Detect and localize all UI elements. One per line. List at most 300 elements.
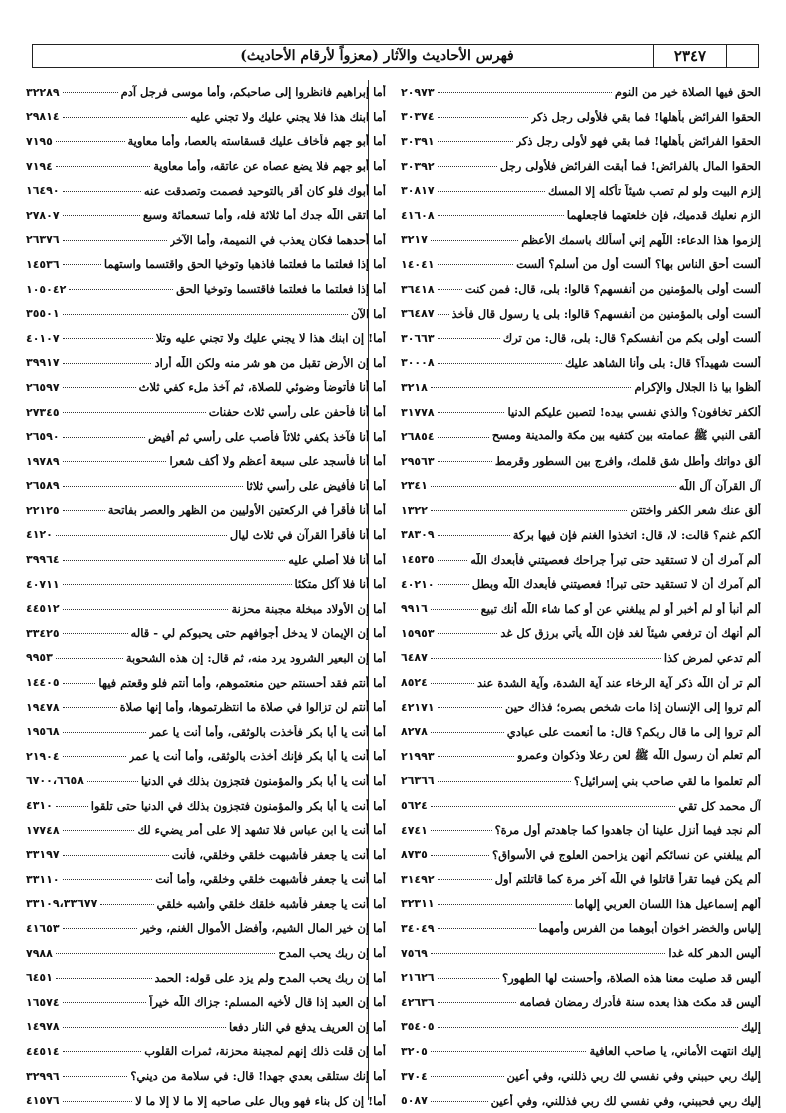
index-entry (401, 572, 761, 597)
entry-text: أما الآن (350, 306, 386, 321)
entry-number: ٤٠٧١١ (26, 577, 60, 591)
leader-dots (438, 436, 489, 438)
index-entry (401, 80, 761, 105)
page-title: فهرس الأحاديث والآثار (معزواً لأرقام الأحاديث) (240, 48, 514, 64)
entry-number: ٣٣١٩٧ (26, 848, 60, 862)
entry-text: أما إن قلت ذلك إنهم لمجبنة محزنة، ثمرات القلوب (144, 1044, 386, 1059)
entry-number: ١٧٧٤٨ (26, 823, 60, 837)
entry-number: ٤١٢٠ (26, 528, 53, 542)
index-entry (401, 523, 761, 548)
entry-text: أما أحدهما فكان يعذب في النميمة، وأما الآخر (169, 232, 386, 247)
leader-dots (438, 288, 462, 290)
leader-dots (63, 460, 167, 462)
entry-number: ٦٤٥١ (26, 971, 53, 985)
entry-number: ٧١٩٤ (26, 159, 53, 173)
entry-text: ألم آمرك أن لا تستقيد حتى تبرأ! فعصيتني فأبعدك اللّٰه وبطل (471, 577, 761, 592)
leader-dots (56, 140, 125, 142)
entry-text: أما أنا فآخذ بكفي ثلاثاً فأصب على رأسي ثم أفيض (147, 429, 386, 444)
leader-dots (56, 805, 88, 807)
index-entry (401, 129, 761, 154)
entry-number: ٣٢٢٨٩ (26, 85, 60, 99)
leader-dots (63, 1026, 226, 1028)
entry-number: ٢١٩٩٣ (401, 749, 435, 763)
leader-dots (63, 116, 188, 118)
entry-text: أما أبو جهم فلا يضع عصاه عن عاتقه، وأما معاوية (153, 159, 386, 174)
index-entry (401, 178, 761, 203)
leader-dots (438, 1001, 517, 1003)
index-entry (26, 547, 386, 572)
entry-number: ١٦٥٧٤ (26, 995, 60, 1009)
entry-text: أما ابنك هذا فلا يجني عليك ولا تجني عليه (190, 109, 386, 124)
entry-text: ألست أحق الناس بها؟ ألست أول من أسلم؟ ألست (516, 257, 761, 272)
entry-number: ٣٢٠٥ (401, 1044, 428, 1058)
index-entry (26, 892, 386, 917)
index-entry (401, 867, 761, 892)
index-entry (26, 916, 386, 941)
entry-number: ٢٦٥٩٧ (26, 380, 60, 394)
index-entry (401, 965, 761, 990)
index-entry (401, 941, 761, 966)
entry-number: ٤٠٢١٠ (401, 577, 435, 591)
index-entry (401, 793, 761, 818)
entry-number: ٣٠٦٦٣ (401, 331, 435, 345)
index-entry (401, 670, 761, 695)
index-entry (26, 695, 386, 720)
leader-dots (63, 1050, 142, 1052)
entry-text: إليك انتهت الأماني، يا صاحب العافية (589, 1044, 761, 1059)
leader-dots (63, 1100, 132, 1102)
entry-text: أما أنا فأسجد على سبعة أعظم ولا أكف شعرا (169, 454, 386, 469)
entry-number: ٣٢٩٩٦ (26, 1069, 60, 1083)
left-column (26, 80, 386, 1113)
entry-text: ألم تعلموا ما لقي صاحب بني إسرائيل؟ (573, 773, 761, 788)
leader-dots (431, 485, 676, 487)
entry-text: أما أنت يا أبا بكر فإنك أخذت بالوثقى، وأما أنت يا عمر (128, 749, 386, 764)
leader-dots (63, 829, 135, 831)
index-entry (401, 301, 761, 326)
entry-number: ٤١٦٥٣ (26, 921, 60, 935)
entry-number: ٣٢١٧ (401, 233, 428, 247)
entry-text: الحقوا الفرائض بأهلها! فما بقي فلأولى رجل ذكر (530, 109, 761, 124)
entry-number: ١٦٤٩٠ (26, 184, 60, 198)
entry-number: ١٤٩٧٨ (26, 1020, 60, 1034)
entry-text: ألق دواتك وأطل شق قلمك، وافرج بين السطور وقرمط (494, 454, 761, 469)
leader-dots (438, 140, 513, 142)
entry-text: آل القرآن آل اللّٰه (678, 478, 761, 493)
index-entry (26, 818, 386, 843)
leader-dots (438, 903, 572, 905)
entry-text: ألهم إسماعيل هذا اللسان العربي إلهاما (574, 896, 761, 911)
entry-number: ١٩٤٧٨ (26, 700, 60, 714)
index-entry (401, 695, 761, 720)
leader-dots (63, 362, 152, 364)
index-entry (401, 154, 761, 179)
entry-text: إليك (741, 1019, 761, 1034)
index-entry (26, 154, 386, 179)
index-entry (26, 646, 386, 671)
index-entry (401, 1088, 761, 1113)
index-entry (26, 252, 386, 277)
entry-number: ٢٧٨٠٧ (26, 208, 60, 222)
leader-dots (438, 411, 505, 413)
entry-number: ٤٢٦٣٦ (401, 995, 435, 1009)
page-header (32, 44, 759, 68)
entry-number: ٦٧٠٠،٦٦٥٨ (26, 774, 84, 788)
entry-number: ٢٣٤١ (401, 479, 428, 493)
entry-text: أما إن خير المال الشيم، وأفضل الأموال الغنم، وخير (139, 921, 386, 936)
entry-text: ألم يكن فيما تقرأ قاتلوا في اللّٰه آخر مرة كما قاتلتم أول (494, 872, 761, 887)
leader-dots (431, 854, 489, 856)
leader-dots (63, 682, 96, 684)
leader-dots (69, 288, 173, 290)
index-entry (26, 965, 386, 990)
index-entry (26, 621, 386, 646)
entry-number: ٤٤٥١٢ (26, 602, 60, 616)
entry-text: أما إذا فعلتما ما فعلتما فاذهبا وتوخيا الحق واقتسما واستهما (103, 257, 386, 272)
index-entry (401, 474, 761, 499)
entry-text: ألست أولى بالمؤمنين من أنفسهم؟ قالوا: بلى يا رسول قال فأخذ (451, 306, 761, 321)
index-entry (401, 351, 761, 376)
index-entry (401, 252, 761, 277)
entry-text: ألم تر أن اللّٰه ذكر آية الرخاء عند آية الشدة، وآية الشدة عند (477, 675, 761, 690)
index-entry (401, 621, 761, 646)
entry-number: ٣٥٥٠١ (26, 307, 60, 321)
leader-dots (431, 682, 474, 684)
index-entry (26, 203, 386, 228)
leader-dots (438, 337, 500, 339)
entry-number: ٣٠٣٩٢ (401, 159, 435, 173)
index-entry (401, 326, 761, 351)
leader-dots (63, 190, 141, 192)
entry-number: ٢٠٩٧٣ (401, 85, 435, 99)
entry-number: ٥٦٢٤ (401, 799, 428, 813)
index-entry (401, 547, 761, 572)
entry-number: ٣٧٠٤ (401, 1069, 428, 1083)
index-entry (26, 842, 386, 867)
leader-dots (438, 362, 562, 364)
leader-dots (431, 805, 676, 807)
index-entry (26, 80, 386, 105)
entry-number: ٢٢١٢٥ (26, 503, 60, 517)
entry-text: ألم أنبأ أو لم أخبر أو لم يبلغني عن أو كما شاء اللّٰه أنك تبيع (480, 601, 761, 616)
index-entry (401, 1015, 761, 1040)
leader-dots (438, 1026, 739, 1028)
leader-dots (438, 116, 528, 118)
index-entry (26, 474, 386, 499)
entry-number: ٢١٦٢٦ (401, 971, 435, 985)
leader-dots (63, 214, 140, 216)
index-entry (26, 572, 386, 597)
entry-number: ٣٣١١٠ (26, 872, 60, 886)
entry-number: ٢٦٣٧٦ (26, 233, 60, 247)
index-entry (401, 449, 761, 474)
entry-number: ٤٣١٠ (26, 799, 53, 813)
entry-text: إلزموا هذا الدعاء: اللّهم إني أسألك باسمك الأعظم (521, 232, 761, 247)
entry-number: ٢٧٣٤٥ (26, 405, 60, 419)
leader-dots (63, 731, 146, 733)
entry-number: ٣٩٩١٧ (26, 356, 60, 370)
entry-number: ١٤٥٣٥ (401, 553, 435, 567)
leader-dots (438, 632, 498, 634)
entry-number: ٥٠٨٧ (401, 1094, 428, 1108)
entry-text: أما أنا فأتوضأ وضوئي للصلاة، ثم آخذ ملء كفي ثلاث (138, 380, 386, 395)
entry-number: ٣٦٤٨٧ (401, 307, 435, 321)
entry-number: ٢٩٨١٤ (26, 110, 60, 124)
entry-text: أليس قد مكث هذا بعده سنة فأدرك رمضان فصامه (519, 995, 761, 1010)
leader-dots (63, 386, 136, 388)
leader-dots (431, 657, 661, 659)
entry-number: ١٤٠٤١ (401, 257, 435, 271)
entry-number: ٣٠٣٧٤ (401, 110, 435, 124)
leader-dots (431, 731, 504, 733)
entry-text: ألكفر تخافون؟ والذي نفسي بيده! لتصبن عليكم الدنيا (507, 405, 761, 420)
entry-number: ٣٥٤٠٥ (401, 1020, 435, 1034)
entry-number: ٣٣٤٢٥ (26, 626, 60, 640)
leader-dots (438, 190, 545, 192)
entry-number: ١٤٥٣٦ (26, 257, 60, 271)
entry-text: الحقوا الفرائض بأهلها! فما بقي فهو لأولى رجل ذكر (515, 134, 761, 149)
leader-dots (63, 755, 126, 757)
leader-dots (438, 534, 510, 536)
entry-number: ٢١٩٠٤ (26, 749, 60, 763)
leader-dots (63, 313, 348, 315)
entry-number: ٧٩٨٨ (26, 946, 53, 960)
entry-number: ٩٩١٦ (401, 602, 428, 616)
entry-text: أما إن ربك يحب المدح ولم يزد على قوله: الحمد (154, 970, 386, 985)
index-entry (401, 916, 761, 941)
index-entry (26, 867, 386, 892)
entry-number: ١٥٩٥٣ (401, 626, 435, 640)
entry-number: ٧٥٦٩ (401, 946, 428, 960)
index-entry (26, 129, 386, 154)
leader-dots (63, 706, 117, 708)
index-entry (26, 670, 386, 695)
entry-text: أما إبراهيم فانظروا إلى صاحبكم، وأما موسى فرجل آدم (120, 85, 386, 100)
leader-dots (438, 706, 502, 708)
entry-number: ١٣٢٢ (401, 503, 428, 517)
index-entry (26, 301, 386, 326)
entry-text: ألم تدعي لمرض كذا (663, 650, 761, 665)
leader-dots (63, 854, 169, 856)
leader-dots (63, 878, 153, 880)
leader-dots (63, 509, 105, 511)
entry-text: آل محمد كل تقي (678, 798, 761, 813)
entry-text: أليس قد صليت معنا هذه الصلاة، وأحسنت لها الطهور؟ (501, 970, 761, 985)
entry-text: أليس الدهر كله غدا (668, 946, 761, 961)
index-entry (26, 719, 386, 744)
leader-dots (431, 608, 478, 610)
index-entry (26, 941, 386, 966)
entry-number: ٧١٩٥ (26, 134, 53, 148)
leader-dots (438, 165, 497, 167)
entry-number: ٣٠٣٩١ (401, 134, 435, 148)
entry-text: إليك ربي حببني وفي نفسي لك ربي ذللني، وفي أعين (506, 1069, 761, 1084)
index-entry (401, 744, 761, 769)
entry-text: أما أبوك فلو كان أقر بالتوحيد فصمت وتصدقت عنه (143, 183, 386, 198)
index-entry (26, 744, 386, 769)
entry-number: ٤١٦٠٨ (401, 208, 435, 222)
leader-dots (438, 460, 492, 462)
index-entry (26, 228, 386, 253)
index-entry (26, 1015, 386, 1040)
entry-number: ٣١٤٩٢ (401, 872, 435, 886)
leader-dots (63, 411, 206, 413)
leader-dots (63, 91, 118, 93)
index-entry (26, 449, 386, 474)
leader-dots (56, 977, 152, 979)
entry-text: أما أنت يا أبا بكر والمؤمنون فتجزون بذلك في الدنيا حتى تلقوا (90, 798, 386, 813)
index-entry (26, 326, 386, 351)
entry-number: ٣٨٣٠٩ (401, 528, 435, 542)
leader-dots (63, 1001, 147, 1003)
leader-dots (63, 239, 167, 241)
entry-number: ٣٣١٠٩،٣٣٦٧٧ (26, 897, 98, 911)
index-entry (401, 400, 761, 425)
entry-text: أما أنت يا جعفر فأشبهت خلقي وخلقي، فأنت (171, 847, 386, 862)
entry-number: ٣٤٠٤٩ (401, 921, 435, 935)
entry-text: ألم تعلم أن رسول اللّٰه ﷺ لعن رعلا وذكوان وعمرو (516, 747, 761, 762)
entry-text: أما أنتم فقد أحسنتم حين منعتموهم، وأما أنتم فلو وقعتم فيها (98, 675, 386, 690)
index-entry (26, 277, 386, 302)
index-entry (26, 523, 386, 548)
entry-number: ٤٧٤١ (401, 823, 428, 837)
leader-dots (63, 583, 292, 585)
leader-dots (431, 239, 518, 241)
index-entry (401, 1064, 761, 1089)
entry-text: أما إن الأولاد مبخلة مجبنة محزنة (231, 601, 386, 616)
index-entry (401, 277, 761, 302)
entry-text: ألم آمرك أن لا تستقيد حتى تبرأ جراحك فعصيتني فأبعدك اللّٰه (470, 552, 761, 567)
index-entry (26, 1039, 386, 1064)
entry-text: أما أنتم لن تزالوا في صلاة ما انتظرتموها، وأما إنها صلاة (119, 700, 386, 715)
index-entry (401, 424, 761, 449)
entry-text: أما أنت يا ابن عباس فلا تشهد إلا على أمر يضيء لك (137, 823, 386, 838)
entry-text: أما إن ربك يحب المدح (278, 946, 386, 961)
index-entry (26, 178, 386, 203)
index-entry (26, 793, 386, 818)
entry-number: ١٠٥٠٤٢ (26, 282, 67, 296)
index-entry (401, 646, 761, 671)
entry-text: أما أنا فلا آكل متكئا (294, 577, 386, 592)
entry-text: ألكم غنم؟ قالت: لا، قال: اتخذوا الغنم فإن فيها بركة (512, 527, 761, 542)
leader-dots (438, 91, 612, 93)
entry-number: ٨٥٢٤ (401, 676, 428, 690)
entry-text: الحقوا المال بالفرائض! فما أبقت الفرائض فلأولى رجل (499, 159, 761, 174)
entry-number: ٣٠٨١٧ (401, 184, 435, 198)
right-column (401, 80, 761, 1113)
entry-text: أما إن العريف يدفع في النار دفعا (228, 1019, 386, 1034)
leader-dots (431, 386, 632, 388)
entry-text: ألقى النبي ﷺ عمامته بين كتفيه بين مكة والمدينة ومسح (491, 428, 761, 443)
leader-dots (438, 263, 514, 265)
index-entry (26, 1064, 386, 1089)
entry-text: أما أنت يا أبا بكر والمؤمنون فتجزون بذلك في الدنيا (140, 773, 386, 788)
entry-text: أما اتقى اللّٰه جدك أما ثلاثة فله، وأما تسعمائة وسبع (142, 208, 386, 223)
entry-number: ٤٤٥١٤ (26, 1044, 60, 1058)
index-entry (401, 1039, 761, 1064)
leader-dots (431, 1100, 488, 1102)
entry-text: أما أنا فأفيض على رأسي ثلاثا (246, 478, 386, 493)
entry-number: ٢٦٥٨٩ (26, 479, 60, 493)
leader-dots (56, 534, 227, 536)
entry-text: أما إنك ستلقى بعدي جهدا! قال: في سلامة من ديني؟ (130, 1069, 386, 1084)
index-entry (26, 351, 386, 376)
index-entry (26, 400, 386, 425)
entry-number: ١٩٥٦٨ (26, 725, 60, 739)
entry-number: ١٤٤٠٥ (26, 676, 60, 690)
leader-dots (63, 608, 229, 610)
leader-dots (438, 878, 492, 880)
leader-dots (438, 977, 499, 979)
leader-dots (63, 632, 128, 634)
entry-text: أما أبو جهم فأخاف عليك قسقاسته بالعصا، وأما معاوية (127, 134, 386, 149)
entry-text: الحق فيها الصلاة خير من النوم (614, 85, 761, 100)
entry-number: ٤٢١٧١ (401, 700, 435, 714)
entry-text: أما إن الأرض تقبل من هو شر منه ولكن اللّٰه أراد (154, 355, 386, 370)
leader-dots (56, 165, 150, 167)
index-columns (26, 80, 761, 1108)
entry-text: أما أنت يا جعفر فأشبه خلقك خلقي وأشبه خلقي (156, 896, 386, 911)
index-entry (401, 990, 761, 1015)
page-number: ٢٣٤٧ (653, 45, 727, 67)
leader-dots (438, 313, 449, 315)
entry-text: أما! إن ابنك هذا لا يجني عليك ولا تجني عليه وتلا (155, 331, 386, 346)
entry-text: أما أنا فلا أصلي عليه (288, 552, 386, 567)
leader-dots (100, 903, 153, 905)
entry-text: ألم تروا إلى ما قال ربكم؟ قال: ما أنعمت على عبادي (506, 724, 761, 739)
leader-dots (63, 263, 101, 265)
entry-number: ٢٦٣٦٦ (401, 774, 435, 788)
entry-text: ألست أولى بكم من أنفسكم؟ قال: بلى، قال: من ترك (502, 331, 761, 346)
leader-dots (431, 1050, 587, 1052)
entry-number: ٣١٧٧٨ (401, 405, 435, 419)
entry-text: ألم يبلغني عن نسائكم أنهن يزاحمن العلوج في الأسواق؟ (491, 847, 761, 862)
entry-number: ٤١٥٧٦ (26, 1094, 60, 1108)
index-entry (401, 105, 761, 130)
index-entry (401, 892, 761, 917)
entry-number: ٩٩٥٣ (26, 651, 53, 665)
index-entry (401, 498, 761, 523)
entry-text: ألظوا بيا ذا الجلال والإكرام (634, 380, 761, 395)
entry-text: إليك ربي فحببني، وفي نفسي لك ربي فذللني، وفي أعين (490, 1093, 761, 1108)
index-entry (26, 1088, 386, 1113)
entry-number: ٢٦٨٥٤ (401, 430, 435, 444)
index-entry (401, 203, 761, 228)
entry-number: ١٩٧٨٩ (26, 454, 60, 468)
leader-dots (56, 952, 275, 954)
leader-dots (87, 780, 138, 782)
index-entry (26, 596, 386, 621)
leader-dots (56, 657, 123, 659)
index-entry (26, 498, 386, 523)
index-entry (401, 769, 761, 794)
leader-dots (438, 559, 468, 561)
entry-number: ٨٧٣٥ (401, 848, 428, 862)
leader-dots (438, 780, 571, 782)
leader-dots (438, 214, 564, 216)
entry-number: ٣٢٣١١ (401, 897, 435, 911)
index-entry (401, 818, 761, 843)
leader-dots (438, 755, 514, 757)
index-entry (401, 596, 761, 621)
leader-dots (63, 485, 244, 487)
index-entry (26, 105, 386, 130)
leader-dots (63, 927, 137, 929)
entry-text: أما أنا فأقرأ القرآن في ثلاث ليال (229, 527, 386, 542)
index-entry (401, 719, 761, 744)
entry-text: أما أنا فأقرأ في الركعتين الأوليين من الظهر والعصر بفاتحة (107, 503, 386, 518)
index-entry (401, 375, 761, 400)
